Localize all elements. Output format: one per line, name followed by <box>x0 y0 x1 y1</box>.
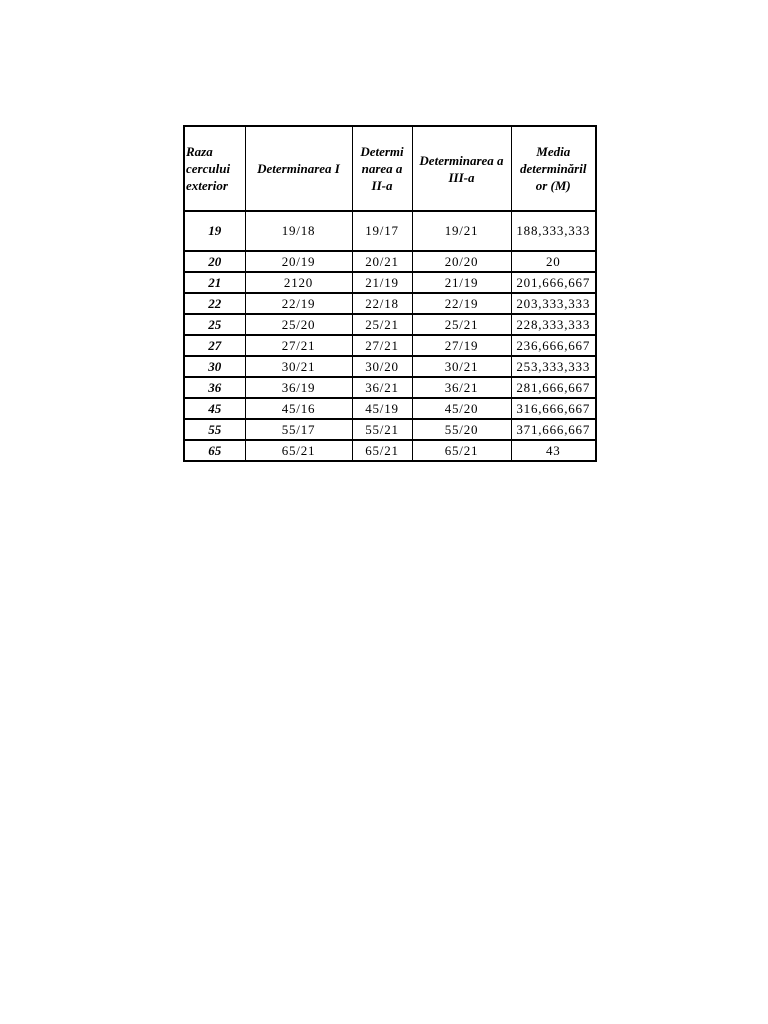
cell-determinarea-3: 20/20 <box>412 251 511 272</box>
cell-raza: 21 <box>184 272 245 293</box>
cell-media: 43 <box>511 440 596 461</box>
cell-determinarea-1: 36/19 <box>245 377 352 398</box>
cell-raza: 45 <box>184 398 245 419</box>
cell-determinarea-3: 19/21 <box>412 211 511 251</box>
cell-determinarea-3: 45/20 <box>412 398 511 419</box>
cell-determinarea-3: 21/19 <box>412 272 511 293</box>
table-row <box>184 314 596 335</box>
header-row <box>184 126 596 211</box>
cell-raza: 20 <box>184 251 245 272</box>
table-row <box>184 211 596 251</box>
cell-determinarea-3: 30/21 <box>412 356 511 377</box>
cell-raza: 27 <box>184 335 245 356</box>
cell-media: 228,333,333 <box>511 314 596 335</box>
header-media-determinarilor: Media determinăril or (M) <box>511 126 596 211</box>
cell-determinarea-2: 45/19 <box>352 398 412 419</box>
cell-determinarea-1: 20/19 <box>245 251 352 272</box>
header-raza-cercului-exterior: Raza cercului exterior <box>184 126 245 211</box>
cell-raza: 65 <box>184 440 245 461</box>
cell-determinarea-2: 65/21 <box>352 440 412 461</box>
cell-raza: 25 <box>184 314 245 335</box>
cell-determinarea-3: 22/19 <box>412 293 511 314</box>
cell-media: 20 <box>511 251 596 272</box>
cell-determinarea-3: 36/21 <box>412 377 511 398</box>
cell-determinarea-3: 55/20 <box>412 419 511 440</box>
cell-raza: 22 <box>184 293 245 314</box>
cell-determinarea-2: 36/21 <box>352 377 412 398</box>
cell-determinarea-1: 25/20 <box>245 314 352 335</box>
cell-raza: 55 <box>184 419 245 440</box>
cell-determinarea-3: 25/21 <box>412 314 511 335</box>
table-row <box>184 377 596 398</box>
cell-determinarea-2: 27/21 <box>352 335 412 356</box>
cell-raza: 36 <box>184 377 245 398</box>
cell-determinarea-3: 65/21 <box>412 440 511 461</box>
cell-media: 253,333,333 <box>511 356 596 377</box>
measurements-table <box>183 125 597 462</box>
cell-determinarea-1: 65/21 <box>245 440 352 461</box>
cell-raza: 30 <box>184 356 245 377</box>
cell-determinarea-2: 19/17 <box>352 211 412 251</box>
cell-media: 236,666,667 <box>511 335 596 356</box>
cell-determinarea-2: 30/20 <box>352 356 412 377</box>
cell-determinarea-1: 19/18 <box>245 211 352 251</box>
header-determinarea-2: Determi narea a II-a <box>352 126 412 211</box>
cell-determinarea-1: 2120 <box>245 272 352 293</box>
cell-determinarea-1: 30/21 <box>245 356 352 377</box>
cell-determinarea-1: 55/17 <box>245 419 352 440</box>
cell-media: 316,666,667 <box>511 398 596 419</box>
cell-determinarea-2: 20/21 <box>352 251 412 272</box>
cell-determinarea-3: 27/19 <box>412 335 511 356</box>
cell-media: 281,666,667 <box>511 377 596 398</box>
header-determinarea-3: Determinarea a III-a <box>412 126 511 211</box>
table-row <box>184 419 596 440</box>
table-row <box>184 251 596 272</box>
cell-raza: 19 <box>184 211 245 251</box>
cell-media: 201,666,667 <box>511 272 596 293</box>
cell-media: 371,666,667 <box>511 419 596 440</box>
table-row <box>184 356 596 377</box>
cell-determinarea-1: 27/21 <box>245 335 352 356</box>
cell-media: 203,333,333 <box>511 293 596 314</box>
cell-media: 188,333,333 <box>511 211 596 251</box>
cell-determinarea-2: 55/21 <box>352 419 412 440</box>
cell-determinarea-2: 25/21 <box>352 314 412 335</box>
table-row <box>184 440 596 461</box>
table-row <box>184 398 596 419</box>
table-row <box>184 293 596 314</box>
cell-determinarea-2: 22/18 <box>352 293 412 314</box>
table-row <box>184 272 596 293</box>
table-row <box>184 335 596 356</box>
header-determinarea-1: Determinarea I <box>245 126 352 211</box>
cell-determinarea-1: 45/16 <box>245 398 352 419</box>
cell-determinarea-1: 22/19 <box>245 293 352 314</box>
cell-determinarea-2: 21/19 <box>352 272 412 293</box>
